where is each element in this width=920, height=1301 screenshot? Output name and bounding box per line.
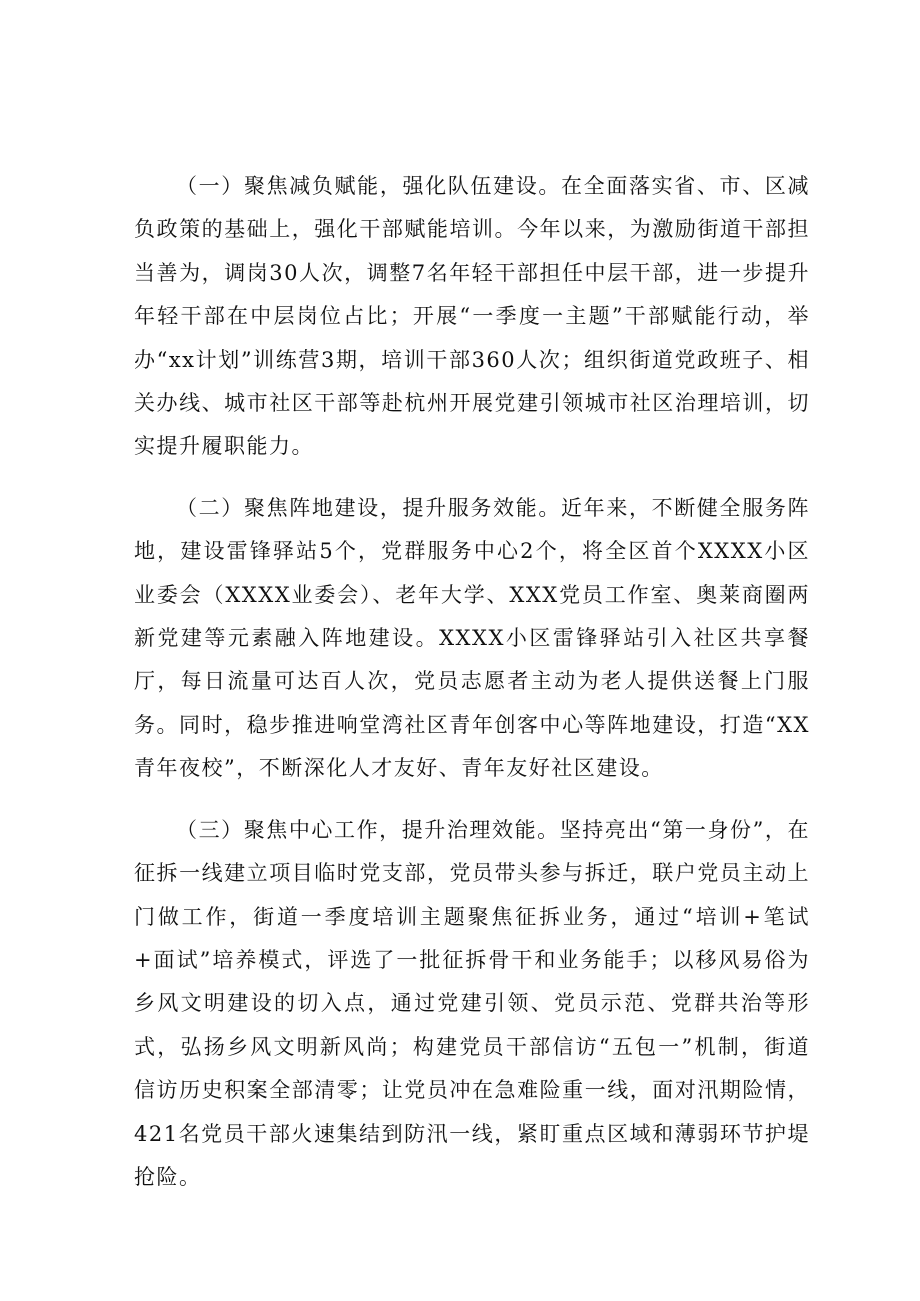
paragraph-spacer [134, 791, 810, 809]
document-body [134, 165, 810, 1199]
paragraph-spacer [134, 469, 810, 487]
paragraph-1: （一）聚焦减负赋能，强化队伍建设。在全面落实省、市、区减负政策的基础上，强化干部赋能培训。今年以来，为激励街道干部担当善为，调岗30人次，调整7名年轻干部担任中层干部，进一步提升年轻干部在中层岗位占比；开展“一季度一主题”干部赋能行动，举办“xx计划”训练营3期，培训干部360人次；组织街道党政班子、相关办线、城市社区干部等赴杭州开展党建引领城市社区治理培训，切实提升履职能力。 [134, 174, 810, 459]
paragraph-3: （三）聚焦中心工作，提升治理效能。坚持亮出“第一身份”，在征拆一线建立项目临时党支部，党员带头参与拆迁，联户党员主动上门做工作，街道一季度培训主题聚焦征拆业务，通过“培训+笔试+面试”培养模式，评选了一批征拆骨干和业务能手；以移风易俗为乡风文明建设的切入点，通过党建引领、党员示范、党群共治等形式，弘扬乡风文明新风尚；构建党员干部信访“五包一”机制，街道信访历史积案全部清零；让党员冲在急难险重一线，面对汛期险情，421名党员干部火速集结到防汛一线，紧盯重点区域和薄弱环节护堤抢险。 [134, 817, 810, 1189]
paragraph-2: （二）聚焦阵地建设，提升服务效能。近年来，不断健全服务阵地，建设雷锋驿站5个，党群服务中心2个，将全区首个XXXX小区业委会（XXXX业委会）、老年大学、XXX党员工作室、奥莱商圈两新党建等元素融入阵地建设。XXXX小区雷锋驿站引入社区共享餐厅，每日流量可达百人次，党员志愿者主动为老人提供送餐上门服务。同时，稳步推进响堂湾社区青年创客中心等阵地建设，打造“XX青年夜校”，不断深化人才友好、青年友好社区建设。 [134, 495, 810, 781]
